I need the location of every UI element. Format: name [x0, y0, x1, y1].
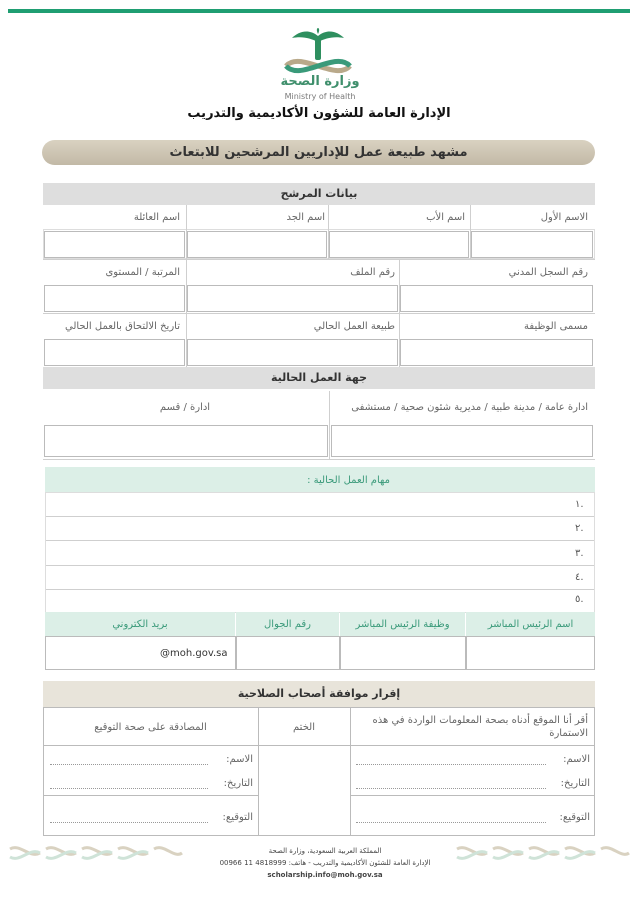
job-title-label: مسمى الوظيفة	[524, 320, 588, 332]
grandfather-name-input[interactable]	[187, 231, 327, 258]
top-accent-bar	[8, 9, 630, 13]
first-name-label: الاسم الأول	[540, 211, 588, 223]
father-name-input[interactable]	[329, 231, 469, 258]
verifier-date-line[interactable]	[50, 788, 208, 789]
approval-section-title: إقرار موافقة أصحاب الصلاحية	[43, 681, 595, 707]
family-name-input[interactable]	[44, 231, 185, 258]
approver-signature-line[interactable]	[356, 822, 546, 823]
approver-date-label: التاريخ:	[560, 777, 590, 789]
department-section-label: ادارة / قسم	[159, 401, 211, 413]
supervisor-job-header: وظيفة الرئيس المباشر	[340, 612, 465, 636]
department-input[interactable]	[44, 425, 328, 457]
logo-english-text: Ministry of Health	[284, 92, 356, 101]
first-name-input[interactable]	[471, 231, 593, 258]
file-number-label: رقم الملف	[350, 266, 395, 278]
workplace-type-label: ادارة عامة / مدينة طبية / مديرية شئون صحية / مستشفى	[351, 401, 588, 413]
footer-right-pattern-icon	[455, 845, 630, 861]
mobile-header: رقم الجوال	[236, 612, 339, 636]
logo-arabic-text: وزارة الصحة	[280, 74, 360, 89]
tasks-input-area[interactable]	[45, 492, 595, 613]
job-title-input[interactable]	[400, 339, 593, 366]
verifier-signature-label: التوقيع:	[222, 811, 253, 823]
verifier-date-label: التاريخ:	[223, 777, 253, 789]
verifier-name-label: الاسم:	[226, 753, 253, 765]
supervisor-name-header: اسم الرئيس المباشر	[466, 612, 595, 636]
workplace-input[interactable]	[331, 425, 593, 457]
task-number-5: ٥.	[575, 594, 584, 605]
task-number-3: ٣.	[575, 548, 584, 559]
task-number-1: ١.	[575, 499, 584, 510]
grandfather-name-label: اسم الجد	[286, 211, 325, 223]
family-name-label: اسم العائلة	[133, 211, 180, 223]
supervisor-job-input[interactable]	[340, 636, 466, 670]
declaration-header: أقر أنا الموقع أدناه بصحة المعلومات الواردة في هذه الاستمارة	[372, 715, 588, 739]
verifier-name-line[interactable]	[50, 764, 208, 765]
work-nature-input[interactable]	[187, 339, 398, 366]
footer-department-phone: الإدارة العامة للشئون الأكاديمية والتدريب - هاتف: 4818999 11 00966	[219, 859, 431, 867]
civil-id-label: رقم السجل المدني	[508, 266, 588, 278]
workplace-section-title: جهة العمل الحالية	[43, 367, 595, 389]
email-domain-value: @moh.gov.sa	[160, 648, 228, 659]
approver-name-label: الاسم:	[563, 753, 590, 765]
supervisor-name-input[interactable]	[466, 636, 595, 670]
father-name-label: اسم الأب	[426, 211, 465, 223]
join-date-input[interactable]	[44, 339, 185, 366]
form-title: مشهد طبيعة عمل للإداريين المرشحين للابتعاث	[42, 140, 595, 165]
footer-email: scholarship.info@moh.gov.sa	[267, 871, 383, 879]
task-number-2: ٢.	[575, 523, 584, 534]
signature-verification-header: المصادقة على صحة التوقيع	[94, 721, 207, 733]
footer-left-pattern-icon	[8, 845, 183, 861]
stamp-header: الختم	[293, 721, 315, 733]
footer-country-ministry: المملكة العربية السعودية، وزارة الصحة	[268, 847, 382, 855]
email-header: بريد الكتروني	[45, 612, 235, 636]
current-work-nature-label: طبيعة العمل الحالي	[313, 320, 395, 332]
task-number-4: ٤.	[575, 572, 584, 583]
join-date-label: تاريخ الالتحاق بالعمل الحالي	[64, 320, 180, 332]
department-name: الإدارة العامة للشؤون الأكاديمية والتدريب	[187, 106, 451, 121]
verifier-signature-line[interactable]	[50, 822, 208, 823]
approver-name-line[interactable]	[356, 764, 546, 765]
civil-id-input[interactable]	[400, 285, 593, 312]
mobile-input[interactable]	[236, 636, 340, 670]
rank-level-input[interactable]	[44, 285, 185, 312]
rank-level-label: المرتبة / المستوى	[105, 266, 180, 278]
file-number-input[interactable]	[187, 285, 398, 312]
approver-signature-label: التوقيع:	[559, 811, 590, 823]
tasks-section-title: مهام العمل الحالية :	[45, 467, 595, 493]
candidate-section-title: بيانات المرشح	[43, 183, 595, 205]
approver-date-line[interactable]	[356, 788, 546, 789]
